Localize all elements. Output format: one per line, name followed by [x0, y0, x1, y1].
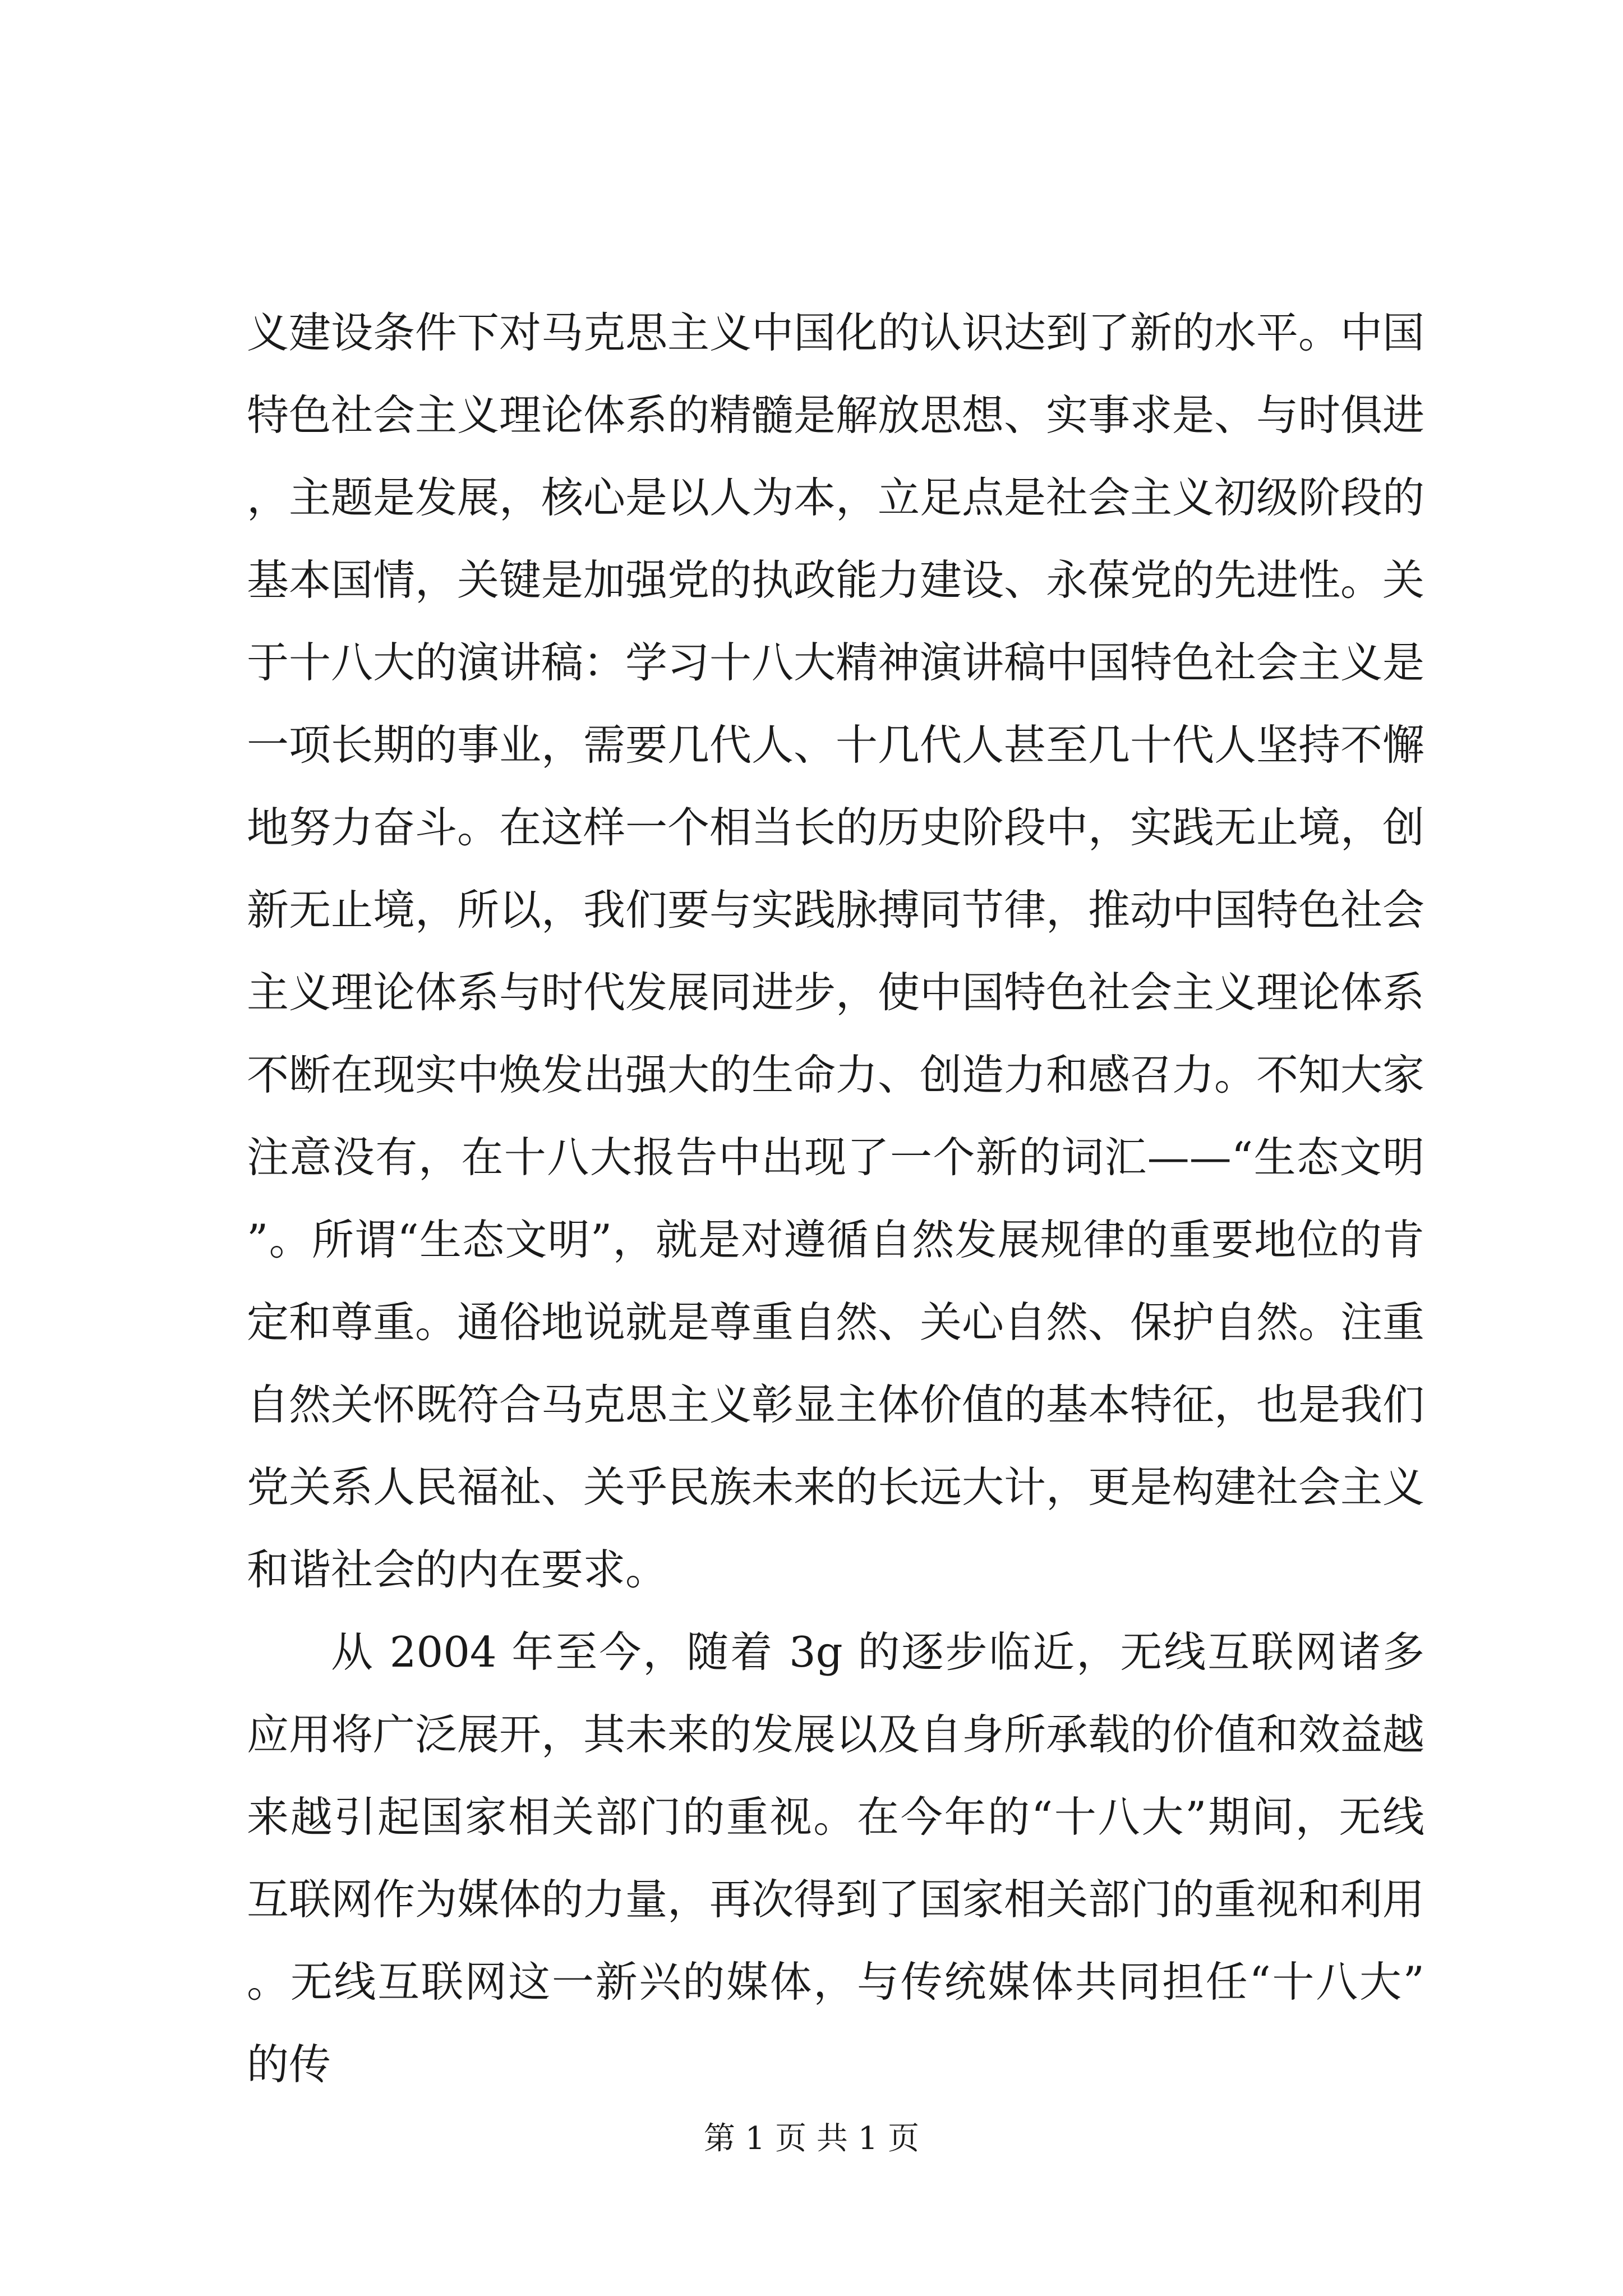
- paragraph-1: 义建设条件下对马克思主义中国化的认识达到了新的水平。中国特色社会主义理论体系的精髓是解放思想、实事求是、与时俱进，主题是发展，核心是以人为本，立足点是社会主义初级阶段的基本国情，关键是加强党的执政能力建设、永葆党的先进性。关于十八大的演讲稿：学习十八大精神演讲稿中国特色社会主义是一项长期的事业，需要几代人、十几代人甚至几十代人坚持不懈地努力奋斗。在这样一个相当长的历史阶段中，实践无止境，创新无止境，所以，我们要与实践脉搏同节律，推动中国特色社会主义理论体系与时代发展同进步，使中国特色社会主义理论体系不断在现实中焕发出强大的生命力、创造力和感召力。不知大家注意没有，在十八大报告中出现了一个新的词汇——“生态文明”。所谓“生态文明”，就是对遵循自然发展规律的重要地位的肯定和尊重。通俗地说就是尊重自然、关心自然、保护自然。注重自然关怀既符合马克思主义彰显主体价值的基本特征，也是我们党关系人民福祉、关乎民族未来的长远大计，更是构建社会主义和谐社会的内在要求。: [247, 308, 1425, 1594]
- body-text: [247, 292, 1424, 2106]
- paragraph-2: 从 2004 年至今，随着 3g 的逐步临近，无线互联网诸多应用将广泛展开，其未来的发展以及自身所承载的价值和效益越来越引起国家相关部门的重视。在今年的“十八大”期间，无线互联网作为媒体的力量，再次得到了国家相关部门的重视和利用。无线互联网这一新兴的媒体，与传统媒体共同担任“十八大”的传: [247, 1627, 1425, 2089]
- page-footer: 第 1 页 共 1 页: [703, 2120, 920, 2157]
